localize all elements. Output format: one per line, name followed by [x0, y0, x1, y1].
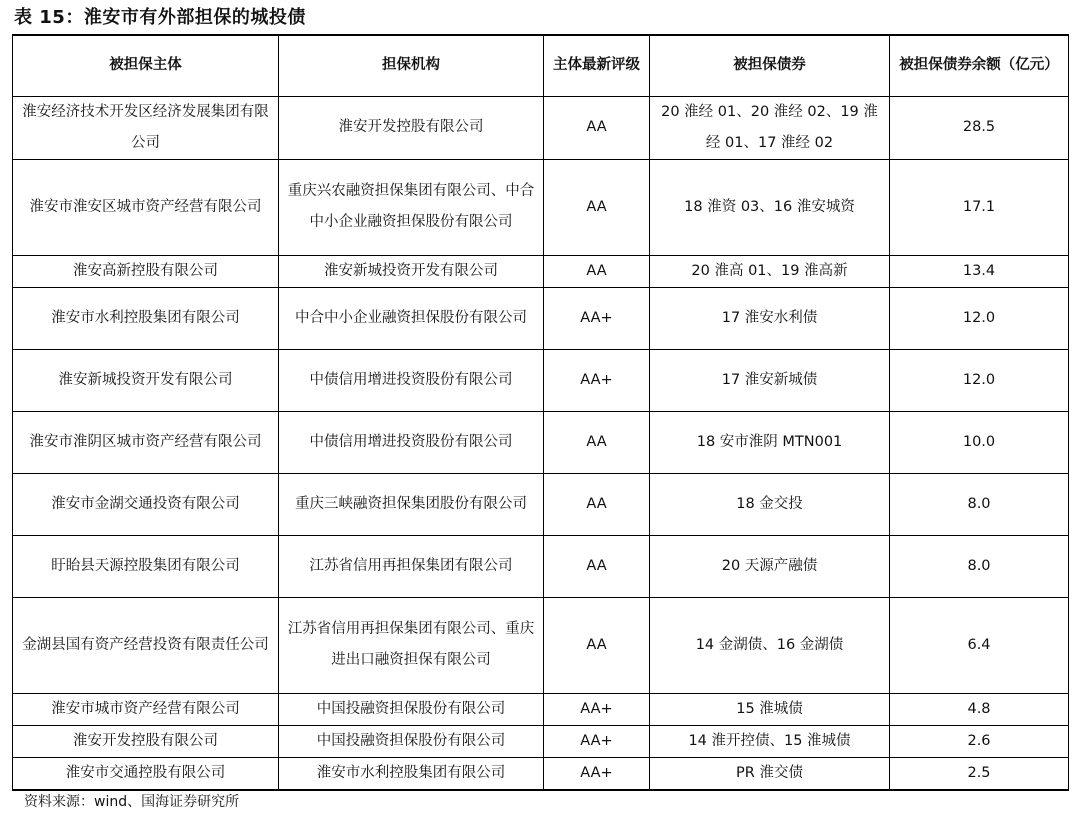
cell-bonds: 20 天源产融债	[650, 535, 890, 597]
cell-entity: 淮安高新控股有限公司	[13, 255, 279, 287]
table-row	[13, 287, 1069, 349]
cell-bonds: 17 淮安新城债	[650, 349, 890, 411]
cell-balance: 4.8	[890, 693, 1069, 725]
source-note: 资料来源：wind、国海证券研究所	[24, 794, 240, 810]
cell-guarantor: 重庆三峡融资担保集团股份有限公司	[279, 473, 544, 535]
cell-balance: 2.6	[890, 725, 1069, 757]
cell-bonds: 14 金湖债、16 金湖债	[650, 597, 890, 693]
cell-balance: 8.0	[890, 473, 1069, 535]
cell-rating: AA+	[544, 725, 650, 757]
cell-balance: 8.0	[890, 535, 1069, 597]
guarantee-bond-table	[12, 34, 1069, 791]
cell-guarantor: 江苏省信用再担保集团有限公司、重庆进出口融资担保有限公司	[279, 597, 544, 693]
cell-rating: AA	[544, 597, 650, 693]
cell-entity: 淮安市交通控股有限公司	[13, 757, 279, 790]
table-row	[13, 535, 1069, 597]
cell-guarantor: 中国投融资担保股份有限公司	[279, 725, 544, 757]
cell-rating: AA+	[544, 693, 650, 725]
cell-entity: 淮安市水利控股集团有限公司	[13, 287, 279, 349]
cell-rating: AA	[544, 473, 650, 535]
cell-guarantor: 中合中小企业融资担保股份有限公司	[279, 287, 544, 349]
table-row	[13, 693, 1069, 725]
column-header-bonds: 被担保债券	[650, 35, 890, 96]
table-row	[13, 597, 1069, 693]
cell-entity: 淮安市城市资产经营有限公司	[13, 693, 279, 725]
table-row	[13, 757, 1069, 790]
cell-entity: 淮安经济技术开发区经济发展集团有限公司	[13, 96, 279, 159]
cell-balance: 6.4	[890, 597, 1069, 693]
cell-bonds: 18 安市淮阴 MTN001	[650, 411, 890, 473]
table-header-row	[13, 35, 1069, 96]
cell-bonds: PR 淮交债	[650, 757, 890, 790]
cell-balance: 10.0	[890, 411, 1069, 473]
cell-balance: 28.5	[890, 96, 1069, 159]
cell-guarantor: 淮安市水利控股集团有限公司	[279, 757, 544, 790]
column-header-rating: 主体最新评级	[544, 35, 650, 96]
cell-entity: 淮安市淮阴区城市资产经营有限公司	[13, 411, 279, 473]
table-row	[13, 349, 1069, 411]
cell-entity: 盱眙县天源控股集团有限公司	[13, 535, 279, 597]
cell-entity: 淮安开发控股有限公司	[13, 725, 279, 757]
cell-entity: 淮安新城投资开发有限公司	[13, 349, 279, 411]
cell-balance: 17.1	[890, 159, 1069, 255]
cell-entity: 淮安市金湖交通投资有限公司	[13, 473, 279, 535]
cell-balance: 12.0	[890, 349, 1069, 411]
cell-bonds: 20 淮高 01、19 淮高新	[650, 255, 890, 287]
cell-rating: AA+	[544, 287, 650, 349]
cell-bonds: 18 淮资 03、16 淮安城资	[650, 159, 890, 255]
cell-balance: 13.4	[890, 255, 1069, 287]
cell-balance: 12.0	[890, 287, 1069, 349]
cell-guarantor: 淮安开发控股有限公司	[279, 96, 544, 159]
cell-balance: 2.5	[890, 757, 1069, 790]
table-row	[13, 411, 1069, 473]
column-header-entity: 被担保主体	[13, 35, 279, 96]
cell-bonds: 18 金交投	[650, 473, 890, 535]
cell-bonds: 20 淮经 01、20 淮经 02、19 淮经 01、17 淮经 02	[650, 96, 890, 159]
cell-guarantor: 江苏省信用再担保集团有限公司	[279, 535, 544, 597]
cell-guarantor: 中国投融资担保股份有限公司	[279, 693, 544, 725]
table-row	[13, 473, 1069, 535]
cell-rating: AA	[544, 535, 650, 597]
cell-rating: AA	[544, 159, 650, 255]
table-row	[13, 255, 1069, 287]
cell-rating: AA	[544, 96, 650, 159]
table-row	[13, 725, 1069, 757]
cell-bonds: 15 淮城债	[650, 693, 890, 725]
table-row	[13, 96, 1069, 159]
cell-guarantor: 中债信用增进投资股份有限公司	[279, 349, 544, 411]
table-title: 表 15：淮安市有外部担保的城投债	[14, 7, 306, 28]
column-header-guarantor: 担保机构	[279, 35, 544, 96]
cell-rating: AA+	[544, 757, 650, 790]
cell-guarantor: 淮安新城投资开发有限公司	[279, 255, 544, 287]
cell-entity: 淮安市淮安区城市资产经营有限公司	[13, 159, 279, 255]
table-row	[13, 159, 1069, 255]
cell-bonds: 14 淮开控债、15 淮城债	[650, 725, 890, 757]
cell-guarantor: 重庆兴农融资担保集团有限公司、中合中小企业融资担保股份有限公司	[279, 159, 544, 255]
cell-bonds: 17 淮安水利债	[650, 287, 890, 349]
cell-rating: AA	[544, 411, 650, 473]
column-header-balance: 被担保债券余额（亿元）	[890, 35, 1069, 96]
cell-guarantor: 中债信用增进投资股份有限公司	[279, 411, 544, 473]
cell-rating: AA+	[544, 349, 650, 411]
cell-entity: 金湖县国有资产经营投资有限责任公司	[13, 597, 279, 693]
cell-rating: AA	[544, 255, 650, 287]
